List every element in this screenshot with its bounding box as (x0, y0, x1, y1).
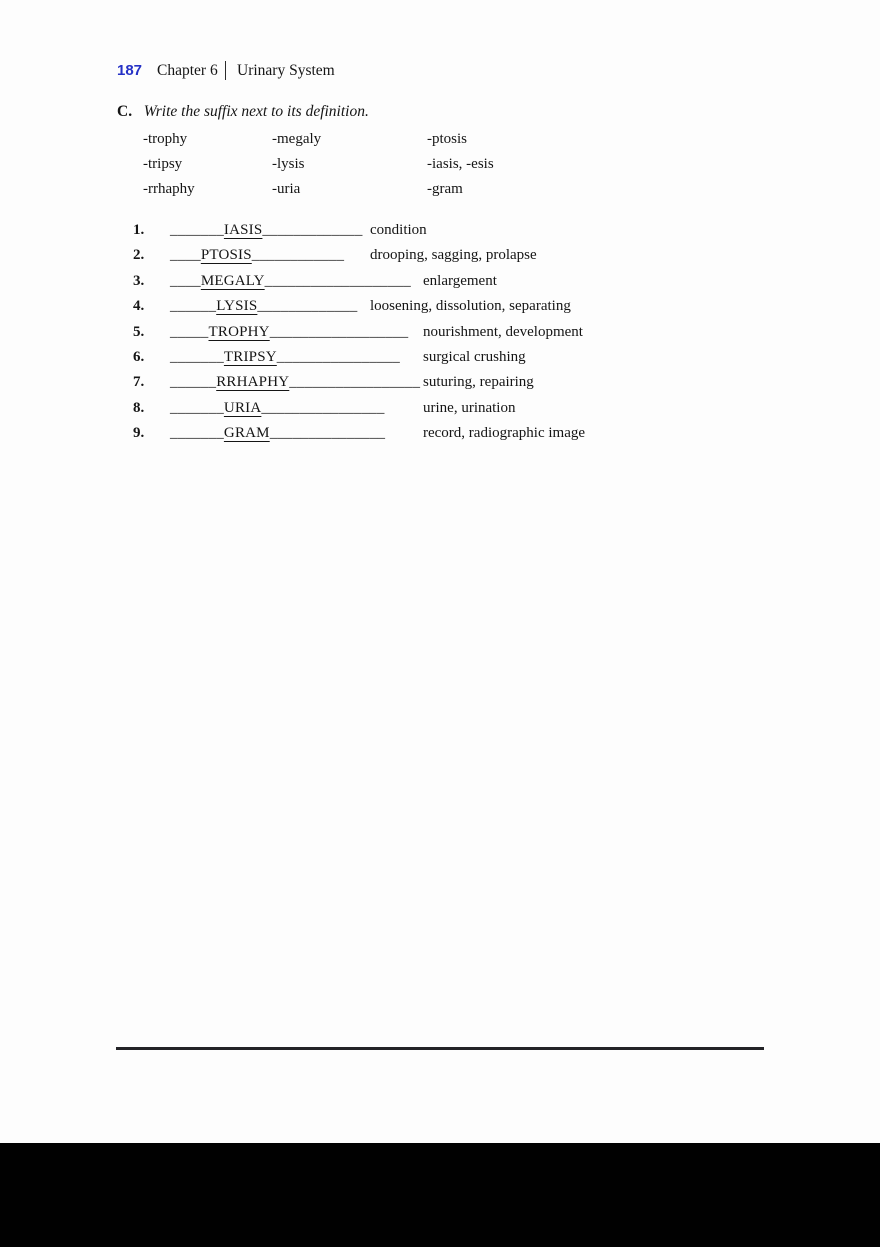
answer-blank (170, 349, 400, 366)
question-number: 9. (133, 425, 145, 442)
bottom-black-band (0, 1143, 880, 1247)
word-bank-item: -megaly (272, 131, 322, 147)
definition-text: suturing, repairing (423, 374, 534, 391)
definition-text: surgical crushing (423, 348, 526, 365)
blank-word: PTOSIS (200, 247, 252, 264)
exercise-instruction: Write the suffix next to its definition. (143, 103, 369, 120)
blank-underscores-right: ________________ (261, 399, 385, 416)
blank-word: GRAM (223, 425, 270, 442)
blank-underscores-right: _______________ (269, 425, 386, 442)
blank-underscores-left: _____ (170, 323, 209, 340)
word-bank-row (0, 130, 880, 155)
definition-text: record, radiographic image (423, 425, 586, 442)
answer-blank (170, 247, 344, 264)
definition-text: enlargement (423, 272, 497, 289)
section-title: Urinary System (237, 62, 335, 79)
question-row (0, 374, 880, 399)
word-bank-row (0, 155, 880, 180)
exercise-letter: C. (117, 103, 133, 120)
question-row (0, 222, 880, 247)
blank-underscores-left: _______ (170, 425, 224, 442)
question-row (0, 247, 880, 272)
question-number: 1. (133, 222, 145, 238)
word-bank-item: -trophy (143, 131, 188, 147)
question-number: 5. (133, 323, 145, 340)
blank-underscores-right: ____________ (251, 247, 345, 264)
blank-underscores-right: ________________ (276, 348, 400, 365)
answer-blank (170, 425, 385, 442)
spacer (136, 103, 140, 120)
blank-word: URIA (223, 399, 262, 416)
question-row (0, 349, 880, 374)
word-bank-item: -lysis (272, 156, 305, 172)
chapter-title: Chapter 6 (157, 62, 218, 79)
definition-text: loosening, dissolution, separating (370, 298, 571, 315)
blank-underscores-right: __________________ (269, 323, 409, 340)
question-row (0, 298, 880, 323)
word-bank-item: -uria (272, 181, 301, 197)
header-divider-bar (225, 61, 226, 80)
page-number: 187 (117, 62, 143, 79)
blank-word: TRIPSY (223, 348, 277, 365)
answer-blank (170, 298, 358, 315)
blank-word: LYSIS (216, 298, 258, 315)
question-number: 4. (133, 298, 145, 315)
word-bank-item: -rrhaphy (143, 181, 195, 197)
question-row (0, 324, 880, 349)
answer-blank (170, 222, 363, 239)
blank-word: IASIS (223, 222, 263, 238)
question-number: 6. (133, 348, 145, 365)
question-number: 3. (133, 272, 145, 289)
question-number: 7. (133, 374, 145, 391)
blank-underscores-left: _______ (170, 222, 224, 238)
exercise-instruction-line (117, 103, 369, 121)
blank-underscores-left: _______ (170, 399, 224, 416)
question-number: 2. (133, 247, 145, 264)
definition-text: drooping, sagging, prolapse (370, 247, 537, 264)
word-bank-row (0, 180, 880, 205)
blank-underscores-left: ______ (170, 374, 217, 391)
question-row (0, 273, 880, 298)
blank-underscores-left: ____ (170, 247, 201, 264)
blank-underscores-left: ______ (170, 298, 217, 315)
definition-text: condition (370, 222, 427, 238)
answer-blank (170, 273, 411, 290)
question-number: 8. (133, 399, 145, 416)
question-row (0, 425, 880, 450)
blank-word: RRHAPHY (216, 374, 290, 391)
blank-word: MEGALY (200, 272, 265, 289)
word-bank-item: -ptosis (427, 131, 468, 147)
word-bank (0, 130, 880, 205)
blank-word: TROPHY (208, 323, 270, 340)
footer-rule (116, 1047, 764, 1050)
answer-blank (170, 374, 420, 391)
blank-underscores-right: ___________________ (264, 272, 411, 289)
word-bank-item: -tripsy (143, 156, 183, 172)
blank-underscores-right: _____________ (262, 222, 363, 238)
blank-underscores-right: _____________ (257, 298, 358, 315)
definition-text: urine, urination (423, 399, 516, 416)
question-row (0, 400, 880, 425)
word-bank-item: -iasis, -esis (427, 156, 494, 172)
answer-blank (170, 324, 408, 341)
answer-blank (170, 400, 385, 417)
question-list (0, 222, 880, 451)
word-bank-item: -gram (427, 181, 463, 197)
blank-underscores-left: ____ (170, 272, 201, 289)
definition-text: nourishment, development (423, 323, 583, 340)
blank-underscores-left: _______ (170, 348, 224, 365)
page-header (0, 62, 880, 82)
blank-underscores-right: _________________ (289, 374, 421, 391)
